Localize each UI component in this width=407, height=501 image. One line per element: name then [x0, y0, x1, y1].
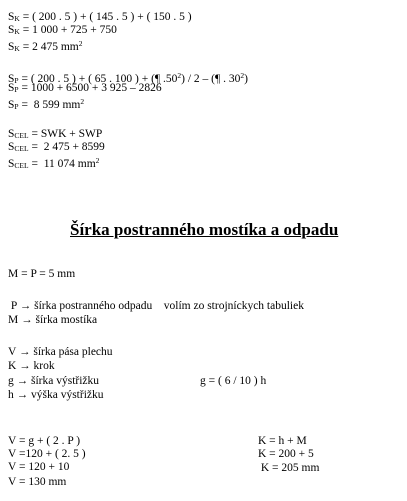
subscript-p: P	[14, 85, 19, 94]
k-calc-line-1: K = h + M	[258, 435, 307, 447]
subscript-cel: CEL	[14, 144, 29, 153]
symbol-s: S	[8, 11, 15, 23]
mp-value: M = P = 5 mm	[8, 268, 76, 280]
sk-expression: = ( 200 . 5 ) + ( 145 . 5 ) + ( 150 . 5 )	[19, 11, 192, 23]
v-calc-line-3: V = 120 + 10	[8, 461, 70, 473]
v-calc-line-2: V =120 + ( 2. 5 )	[8, 448, 86, 460]
k-calc-line-3: K = 205 mm	[258, 462, 320, 474]
sp-line-3	[8, 95, 84, 113]
symbol-s: S	[8, 41, 15, 53]
sp-expression-a: = ( 200 . 5 ) + ( 65 . 100 ) + (¶ .50	[18, 73, 178, 85]
sp-expression: = 1000 + 6500 + 3 925 – 2826	[18, 82, 162, 94]
subscript-p: P	[14, 102, 19, 111]
scel-expression: = SWK + SWP	[28, 128, 103, 140]
superscript-2: 2	[177, 71, 182, 80]
subscript-p: P	[14, 76, 19, 85]
k-definition: K → krok	[8, 360, 55, 372]
subscript-k: K	[14, 44, 20, 53]
scel-line-1	[8, 128, 102, 142]
superscript-2: 2	[80, 97, 85, 106]
v-calc-line-4: V = 130 mm	[8, 476, 67, 488]
sp-expression-c: )	[244, 73, 248, 85]
superscript-2: 2	[95, 156, 100, 165]
h-definition: h → výška výstřižku	[8, 389, 104, 401]
superscript-2: 2	[78, 39, 83, 48]
symbol-s: S	[8, 73, 15, 85]
symbol-s: S	[8, 99, 15, 111]
subscript-k: K	[14, 14, 20, 23]
symbol-s: S	[8, 141, 15, 153]
sk-line-2	[8, 24, 117, 38]
sk-expression: = 1 000 + 725 + 750	[19, 24, 117, 36]
p-definition: P → šírka postranného odpadu volím zo strojníckych tabuliek	[8, 300, 304, 312]
sp-line-2	[8, 82, 162, 96]
m-definition: M → šírka mostíka	[8, 314, 98, 326]
symbol-s: S	[8, 158, 15, 170]
subscript-k: K	[14, 27, 20, 36]
subscript-cel: CEL	[14, 131, 29, 140]
g-formula: g = ( 6 / 10 ) h	[200, 375, 267, 387]
sk-line-1	[8, 11, 192, 25]
sp-result: = 8 599 mm	[18, 99, 81, 111]
scel-line-3	[8, 154, 99, 172]
symbol-s: S	[8, 82, 15, 94]
symbol-s: S	[8, 128, 15, 140]
v-definition: V → šírka pása plechu	[8, 346, 113, 358]
k-calc-line-2: K = 200 + 5	[258, 448, 314, 460]
symbol-s: S	[8, 24, 15, 36]
scel-line-2	[8, 141, 105, 155]
section-heading: Šírka postranného mostíka a odpadu	[70, 220, 339, 239]
sk-line-3	[8, 37, 82, 55]
subscript-cel: CEL	[14, 161, 29, 170]
v-calc-line-1: V = g + ( 2 . P )	[8, 435, 81, 447]
scel-result: = 11 074 mm	[28, 158, 96, 170]
sp-expression-b: ) / 2 – (¶ . 30	[181, 73, 241, 85]
sk-result: = 2 475 mm	[19, 41, 79, 53]
g-definition: g → šírka výstřižku	[8, 375, 100, 387]
superscript-2: 2	[240, 71, 245, 80]
scel-expression: = 2 475 + 8599	[28, 141, 105, 153]
